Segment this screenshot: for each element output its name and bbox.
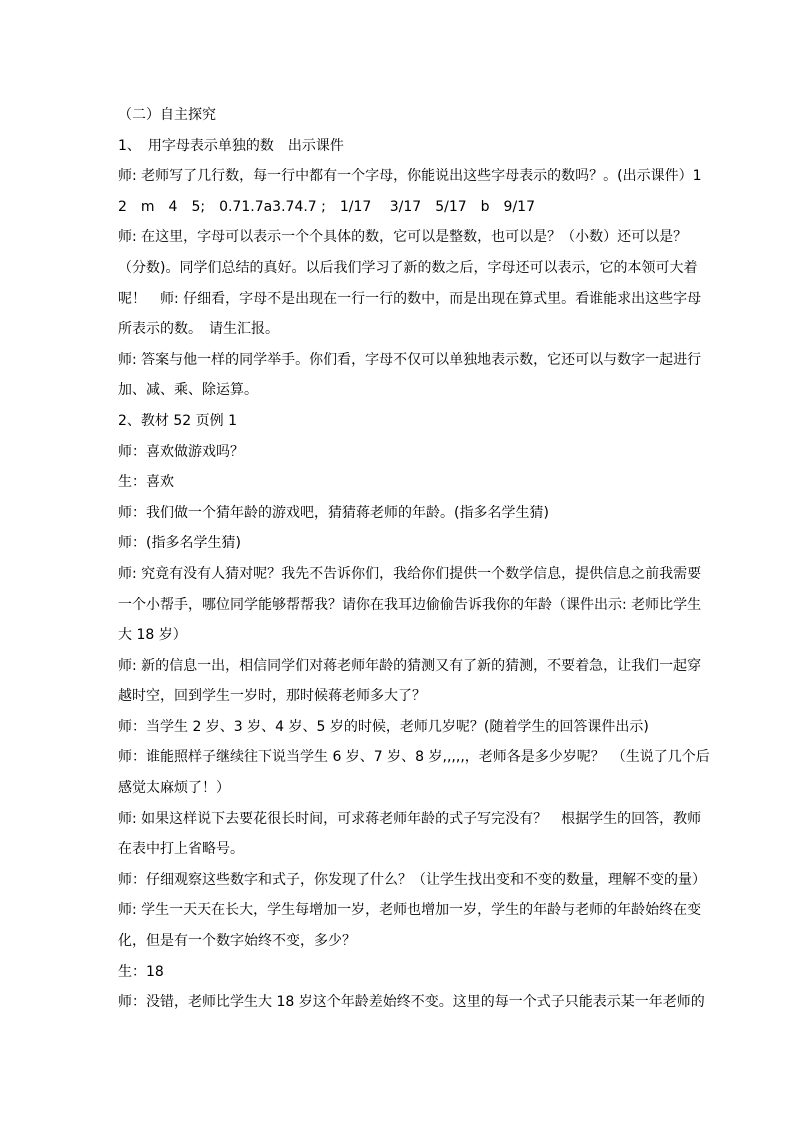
- paragraph-line: 师: 答案与他一样的同学举手。你们看，字母不仅可以单独地表示数，它还可以与数字一起进行: [118, 351, 702, 368]
- dialogue-line: 师: 学生一天天在长大，学生每增加一岁，老师也增加一岁，学生的年龄与老师的年龄始终在变: [118, 902, 702, 919]
- subsection-heading-2: 2、教材 52 页例 1: [118, 412, 237, 429]
- dialogue-line: 师：喜欢做游戏吗？: [118, 443, 244, 460]
- dialogue-line: 越时空，回到学生一岁时，那时候蒋老师多大了？: [118, 688, 426, 705]
- dialogue-line: 大 18 岁）: [118, 627, 187, 644]
- dialogue-line: 师：(指多名学生猜): [118, 535, 241, 552]
- number-list-line: 2 m 4 5; 0.71.7a3.74.7 ; 1/17 3/17 5/17 b 9/17: [118, 198, 535, 215]
- paragraph-line: （分数)。同学们总结的真好。以后我们学习了新的数之后，字母还可以表示，它的本领可大着: [118, 259, 698, 276]
- dialogue-line: 化，但是有一个数字始终不变，多少？: [118, 933, 356, 950]
- dialogue-line: 师: 如果这样说下去要花很长时间，可求蒋老师年龄的式子写完没有？ 根据学生的回答，教师: [118, 810, 702, 827]
- dialogue-line: 师: 新的信息一出，相信同学们对蒋老师年龄的猜测又有了新的猜测，不要着急，让我们一起穿: [118, 657, 702, 674]
- dialogue-line: 师：仔细观察这些数字和式子，你发现了什么？（让学生找出变和不变的数量，理解不变的量）: [118, 871, 706, 888]
- dialogue-line: 师：我们做一个猜年龄的游戏吧，猜猜蒋老师的年龄。(指多名学生猜): [118, 504, 549, 521]
- paragraph-line: 加、减、乘、除运算。: [118, 382, 258, 399]
- document-body: [118, 100, 710, 1018]
- dialogue-line: 师：没错，老师比学生大 18 岁这个年龄差始终不变。这里的每一个式子只能表示某一年老师的: [118, 994, 705, 1011]
- section-heading: （二）自主探究: [118, 107, 216, 123]
- dialogue-line: 在表中打上省略号。: [118, 841, 244, 858]
- subsection-heading-1: 1、 用字母表示单独的数 出示课件: [118, 137, 344, 154]
- paragraph-line: 师: 老师写了几行数，每一行中都有一个字母，你能说出这些字母表示的数吗？。(出示课件）1: [118, 168, 702, 185]
- dialogue-line: 感觉太麻烦了！）: [118, 780, 230, 797]
- dialogue-line: 师：谁能照样子继续往下说当学生 6 岁、7 岁、8 岁,,,,,，老师各是多少岁呢？ （生说了几个后: [118, 749, 710, 766]
- dialogue-line: 一个小帮手，哪位同学能够帮帮我？请你在我耳边偷偷告诉我你的年龄（课件出示: 老师比学生: [118, 596, 702, 613]
- paragraph-line: 师: 在这里，字母可以表示一个个具体的数，它可以是整数，也可以是？（小数）还可以是？: [118, 229, 688, 246]
- dialogue-line: 师：当学生 2 岁、3 岁、4 岁、5 岁的时候，老师几岁呢？(随着学生的回答课件出示): [118, 718, 649, 735]
- paragraph-line: 所表示的数。 请生汇报。: [118, 321, 279, 338]
- paragraph-line: 呢！ 师: 仔细看，字母不是出现在一行一行的数中，而是出现在算式里。看谁能求出这些字母: [118, 290, 702, 307]
- dialogue-line: 生：18: [118, 963, 164, 980]
- dialogue-line: 师: 究竟有没有人猜对呢？我先不告诉你们，我给你们提供一个数学信息，提供信息之前我需要: [118, 565, 702, 582]
- dialogue-line: 生：喜欢: [118, 474, 174, 491]
